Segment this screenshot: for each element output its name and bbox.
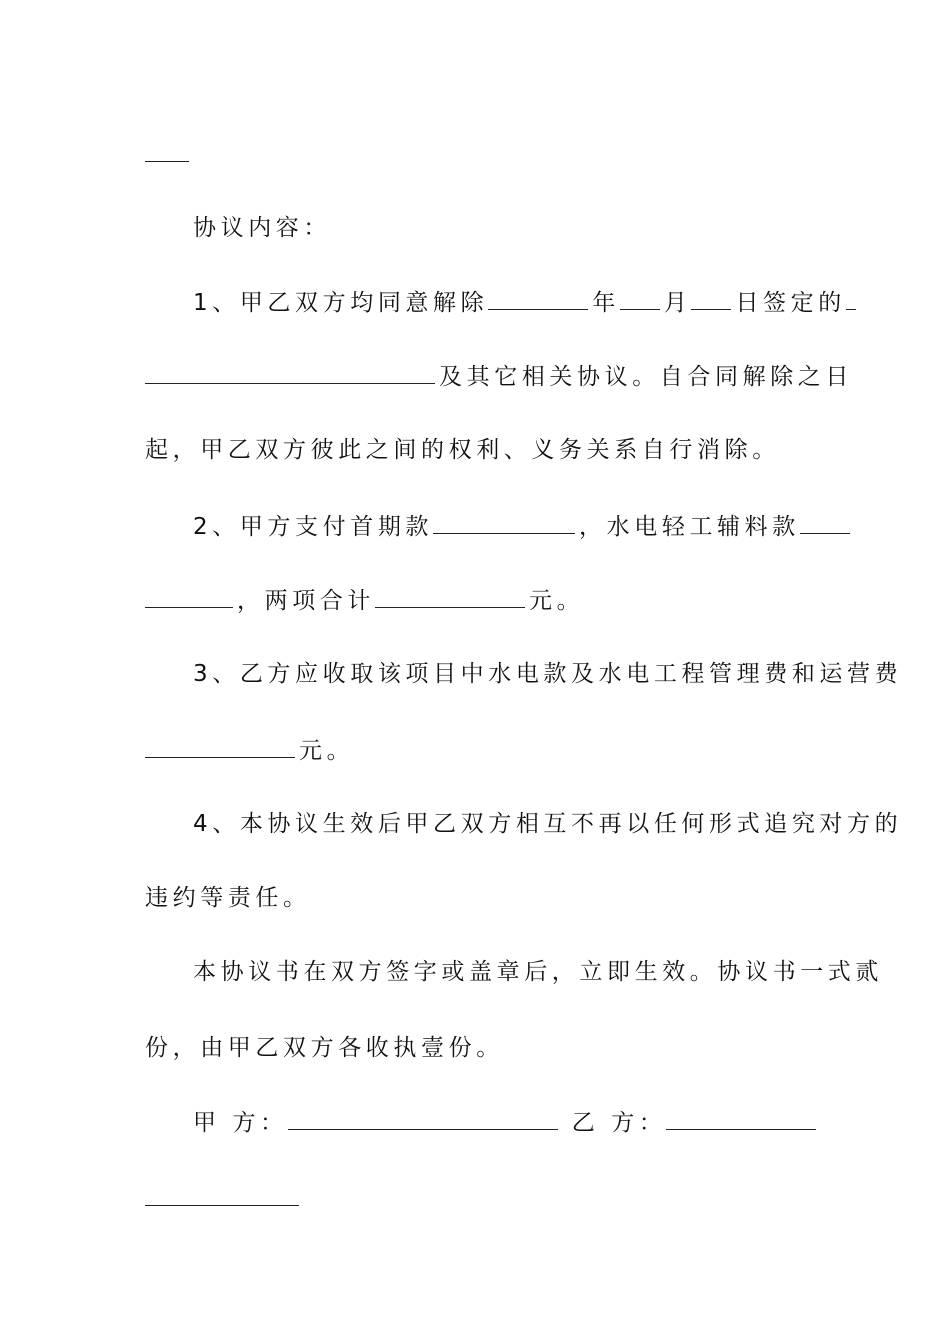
heading-agreement-content: 协议内容： xyxy=(193,215,331,241)
blank-materials-payment-start[interactable] xyxy=(800,512,850,534)
clause-2-line-2: ，两项合计 元。 xyxy=(145,586,810,614)
party-a-label: 甲 方： xyxy=(193,1110,288,1136)
party-a-signature-field[interactable] xyxy=(288,1108,558,1130)
effect-line-2: 份，由甲乙双方各收执壹份。 xyxy=(145,1035,504,1061)
clause-1-line-1: 1、甲乙双方均同意解除 年 月 日签定的 xyxy=(193,288,810,316)
party-b-label: 乙 方： xyxy=(571,1110,667,1136)
blank-materials-payment[interactable] xyxy=(145,586,233,608)
blank-agreement-name[interactable] xyxy=(145,362,435,384)
blank-year-value[interactable] xyxy=(488,288,588,310)
clause-1-line-2: 及其它相关协议。自合同解除之日 xyxy=(145,362,810,390)
effect-line-1: 本协议书在双方签字或盖章后，立即生效。协议书一式贰 xyxy=(193,959,883,985)
blank-first-payment[interactable] xyxy=(433,512,575,534)
clause-3-line-1: 3、乙方应收取该项目中水电款及水电工程管理费和运营费 xyxy=(193,661,903,687)
clause-4-line-1: 4、本协议生效后甲乙双方相互不再以任何形式追究对方的 xyxy=(193,811,903,837)
blank-top xyxy=(145,160,189,162)
blank-month-value[interactable] xyxy=(620,288,660,310)
clause-2-line-1: 2、甲方支付首期款 ，水电轻工辅料款 xyxy=(193,512,810,540)
party-b-signature-field-start[interactable] xyxy=(666,1108,816,1130)
blank-total-amount[interactable] xyxy=(375,586,525,608)
clause-1-line-3: 起，甲乙双方彼此之间的权利、义务关系自行消除。 xyxy=(145,437,780,463)
blank-day-value[interactable] xyxy=(691,288,731,310)
blank-agreement-name-start[interactable] xyxy=(846,288,856,310)
clause-3-line-2: 元。 xyxy=(145,736,810,764)
blank-fee-amount[interactable] xyxy=(145,736,295,758)
signature-line xyxy=(193,1108,810,1136)
party-b-signature-field[interactable] xyxy=(145,1204,299,1206)
clause-4-line-2: 违约等责任。 xyxy=(145,885,311,911)
